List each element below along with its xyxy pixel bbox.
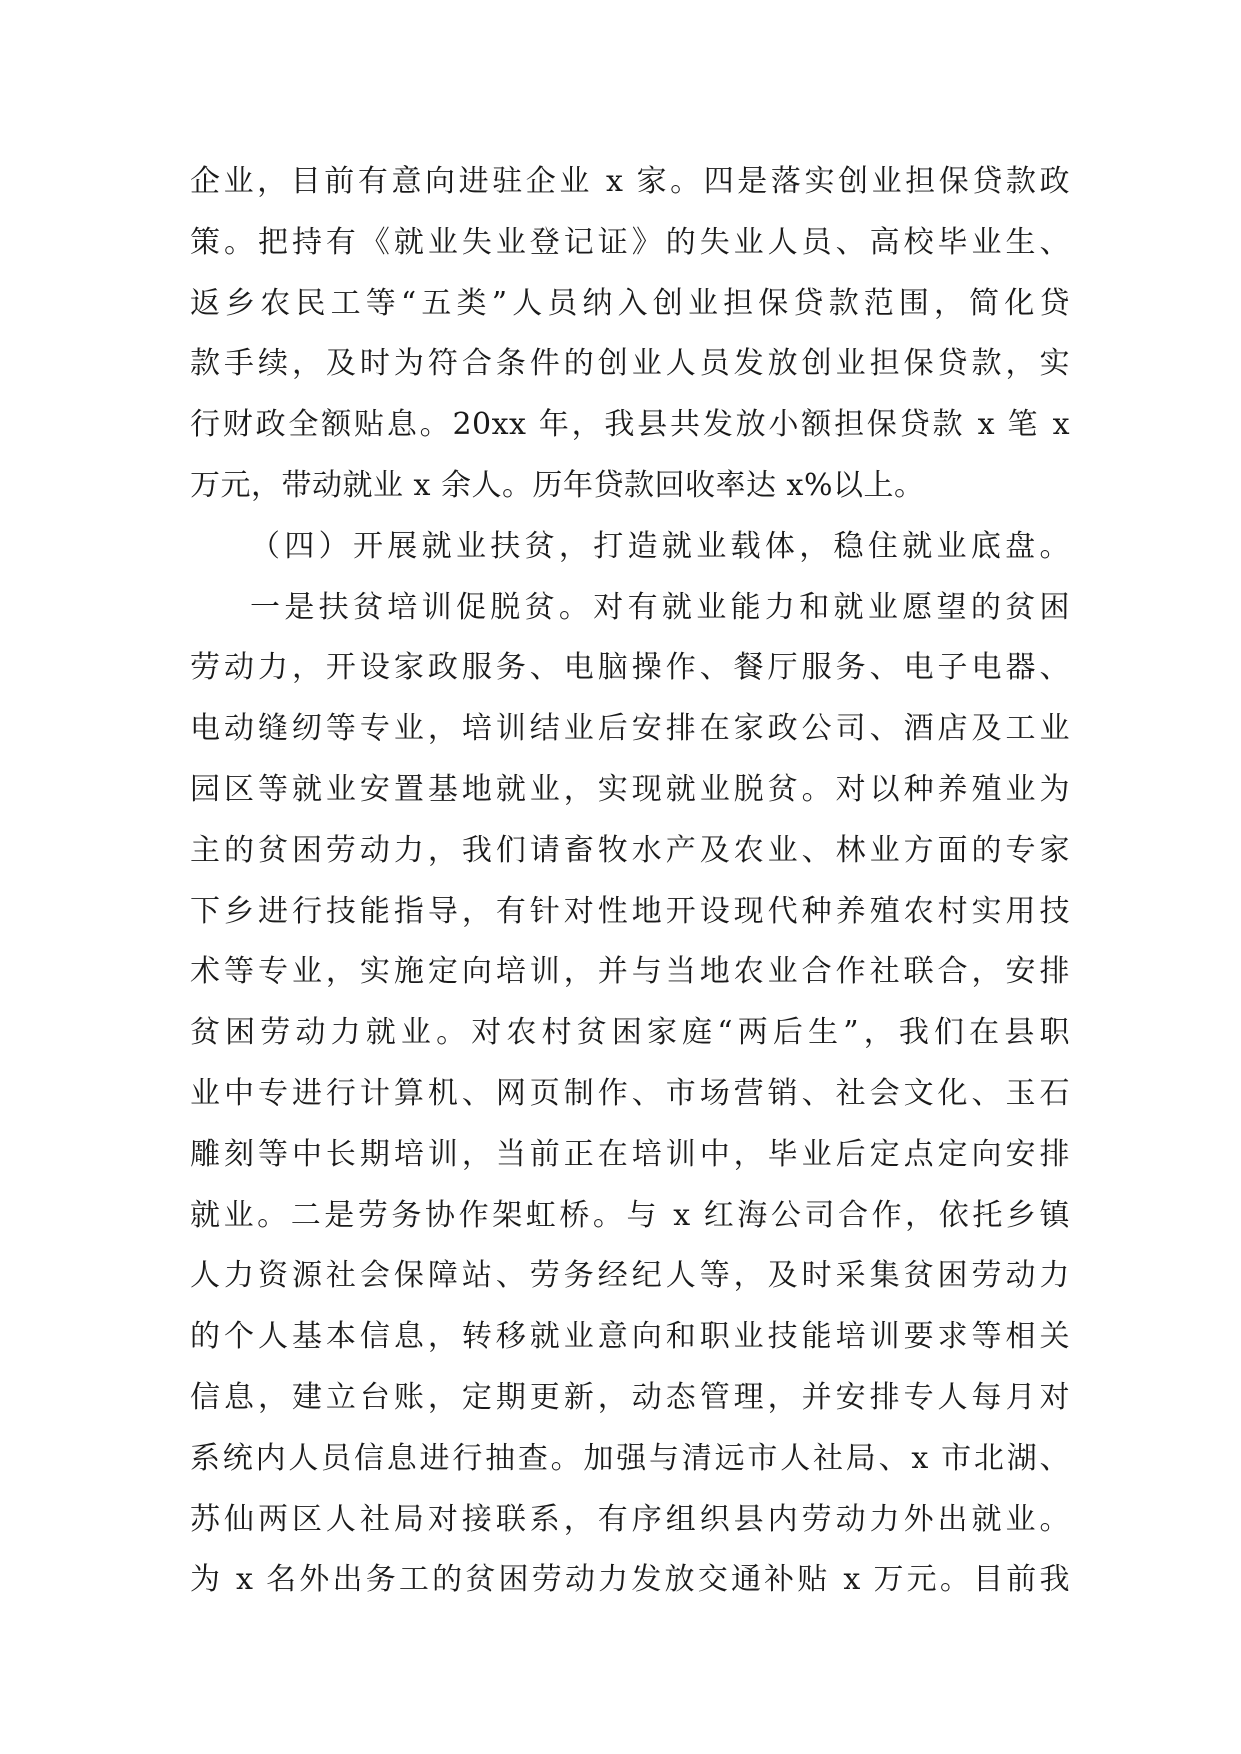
text-line: 为 x 名外出务工的贫困劳动力发放交通补贴 x 万元。目前我 [190, 1562, 1070, 1598]
text-line: 万元，带动就业 x 余人。历年贷款回收率达 x%以上。 [190, 467, 925, 503]
text-line: 返乡农民工等“五类”人员纳入创业担保贷款范围，简化贷 [190, 285, 1070, 321]
text-line: 劳动力，开设家政服务、电脑操作、餐厅服务、电子电器、 [190, 650, 1070, 686]
text-line: 就业。二是劳务协作架虹桥。与 x 红海公司合作，依托乡镇 [190, 1197, 1070, 1233]
section-heading: （四）开展就业扶贫，打造就业载体，稳住就业底盘。 [250, 528, 1070, 564]
text-line: 电动缝纫等专业，培训结业后安排在家政公司、酒店及工业 [190, 711, 1070, 747]
text-line: 信息，建立台账，定期更新，动态管理，并安排专人每月对 [190, 1379, 1070, 1415]
text-line: 贫困劳动力就业。对农村贫困家庭“两后生”，我们在县职 [190, 1015, 1070, 1051]
text-line: 术等专业，实施定向培训，并与当地农业合作社联合，安排 [190, 954, 1070, 990]
text-line: 的个人基本信息，转移就业意向和职业技能培训要求等相关 [190, 1319, 1070, 1355]
text-line: 苏仙两区人社局对接联系，有序组织县内劳动力外出就业。 [190, 1501, 1070, 1537]
text-line: 园区等就业安置基地就业，实现就业脱贫。对以种养殖业为 [190, 771, 1070, 807]
text-line: 雕刻等中长期培训，当前正在培训中，毕业后定点定向安排 [190, 1136, 1070, 1172]
text-line: 一是扶贫培训促脱贫。对有就业能力和就业愿望的贫困 [250, 589, 1070, 625]
document-body [190, 152, 1070, 1611]
text-line: 业中专进行计算机、网页制作、市场营销、社会文化、玉石 [190, 1075, 1070, 1111]
text-line: 下乡进行技能指导，有针对性地开设现代种养殖农村实用技 [190, 893, 1070, 929]
text-line: 款手续，及时为符合条件的创业人员发放创业担保贷款，实 [190, 346, 1070, 382]
text-line: 人力资源社会保障站、劳务经纪人等，及时采集贫困劳动力 [190, 1258, 1070, 1294]
text-line: 主的贫困劳动力，我们请畜牧水产及农业、林业方面的专家 [190, 832, 1070, 868]
text-line: 系统内人员信息进行抽查。加强与清远市人社局、x 市北湖、 [190, 1440, 1070, 1476]
text-line: 策。把持有《就业失业登记证》的失业人员、高校毕业生、 [190, 224, 1070, 260]
text-line: 行财政全额贴息。20xx 年，我县共发放小额担保贷款 x 笔 x [190, 407, 1070, 443]
text-line: 企业，目前有意向进驻企业 x 家。四是落实创业担保贷款政 [190, 164, 1070, 199]
